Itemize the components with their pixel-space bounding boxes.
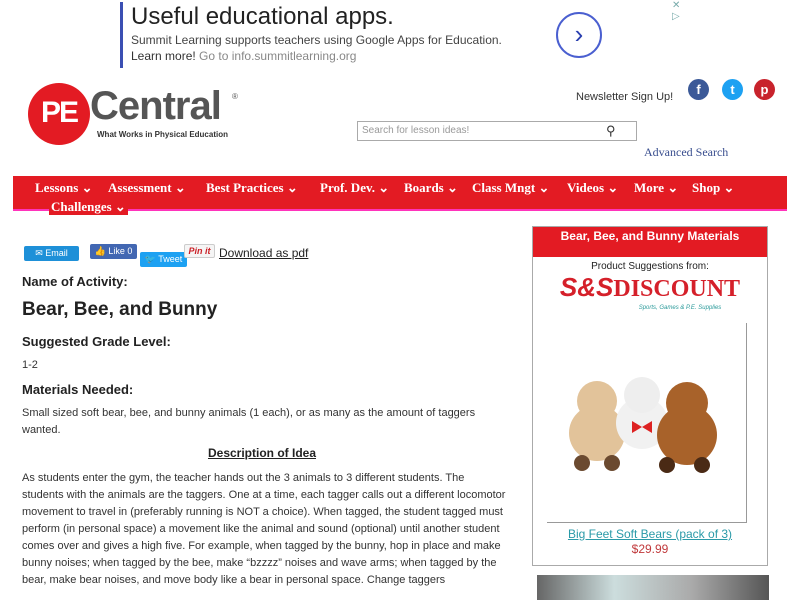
- name-label: Name of Activity:: [22, 274, 128, 289]
- ad-link[interactable]: Go to info.summitlearning.org: [199, 49, 357, 63]
- advanced-search-link[interactable]: Advanced Search: [644, 145, 729, 159]
- search-icon[interactable]: ⚲: [606, 123, 616, 138]
- product-image[interactable]: [547, 323, 747, 523]
- nav-more[interactable]: More ⌄: [634, 180, 679, 195]
- ad-learn-more[interactable]: Learn more!: [131, 49, 196, 63]
- download-pdf-link[interactable]: Download as pdf: [219, 246, 309, 260]
- description-heading: Description of Idea: [207, 446, 317, 460]
- search-input[interactable]: Search for lesson ideas!: [357, 121, 637, 141]
- grade-value: 1-2: [22, 359, 38, 371]
- ad-close-icon[interactable]: ✕ ▷: [672, 0, 681, 22]
- ad-banner[interactable]: [120, 2, 690, 68]
- ad-headline: Useful educational apps.: [131, 3, 394, 30]
- activity-title: Bear, Bee, and Bunny: [22, 299, 218, 320]
- nav-lessons[interactable]: Lessons ⌄: [35, 180, 93, 195]
- sidebar-title: Bear, Bee, and Bunny Materials: [533, 227, 767, 257]
- materials-text: Small sized soft bear, bee, and bunny animals (1 each), or as many as the amount of taggers wanted.: [22, 407, 476, 436]
- tweet-button[interactable]: 🐦 Tweet: [140, 252, 187, 267]
- product-link[interactable]: Big Feet Soft Bears (pack of 3): [567, 527, 733, 541]
- logo-pe[interactable]: PE: [28, 83, 90, 145]
- nav-best-practices[interactable]: Best Practices ⌄: [206, 180, 298, 195]
- ad-line1: Summit Learning supports teachers using Google Apps for Education.: [131, 33, 502, 47]
- materials-sidebar: [532, 226, 768, 566]
- logo-central[interactable]: Central: [90, 84, 221, 128]
- nav-boards[interactable]: Boards ⌄: [404, 180, 458, 195]
- facebook-icon[interactable]: f: [688, 79, 709, 100]
- logo-registered: ®: [232, 92, 238, 101]
- email-share-button[interactable]: ✉ Email: [24, 246, 79, 261]
- logo-tagline: What Works in Physical Education: [97, 130, 228, 139]
- pinterest-icon[interactable]: p: [754, 79, 775, 100]
- description-text: As students enter the gym, the teacher hands out the 3 animals to 3 different students. The students with the animals are the taggers. One at a time, each tagger calls out a different locomotor movement to travel in (preferably running is NOT a choice). When tagged, the student tagged must perform (in personal space) a movement like the animal and sound (optional) until another student comes over and gives a high five. For example, when tagged by the bunny, hop in place and make bunny noises; when tagged by the bee, make “bzzzz” noises and wave arms; when tagged by the bear, make bear noises, and move body like a bear in personal space. Change taggers: [22, 472, 506, 586]
- grade-label: Suggested Grade Level:: [22, 334, 171, 349]
- product-price: $29.99: [631, 542, 669, 556]
- pin-it-button[interactable]: Pin it: [184, 244, 215, 258]
- nav-class-mngt[interactable]: Class Mngt ⌄: [472, 180, 550, 195]
- ad-arrow-icon[interactable]: ›: [556, 12, 602, 58]
- materials-label: Materials Needed:: [22, 382, 134, 397]
- nav-videos[interactable]: Videos ⌄: [567, 180, 619, 195]
- product-suggestions-label: Product Suggestions from:: [591, 261, 709, 272]
- ss-discount-logo[interactable]: S&SDISCOUNT Sports, Games & P.E. Supplies: [559, 272, 741, 311]
- twitter-icon[interactable]: t: [722, 79, 743, 100]
- facebook-like-button[interactable]: 👍 Like 0: [90, 244, 137, 259]
- newsletter-link[interactable]: Newsletter Sign Up!: [576, 91, 674, 103]
- nav-prof-dev[interactable]: Prof. Dev. ⌄: [320, 180, 390, 195]
- main-nav: [13, 176, 787, 211]
- teddy-bears-image: [547, 323, 747, 523]
- sidebar-video-thumbnail[interactable]: [537, 575, 769, 600]
- nav-assessment[interactable]: Assessment ⌄: [108, 180, 186, 195]
- nav-challenges[interactable]: Challenges ⌄: [51, 199, 126, 214]
- nav-shop[interactable]: Shop ⌄: [692, 180, 735, 195]
